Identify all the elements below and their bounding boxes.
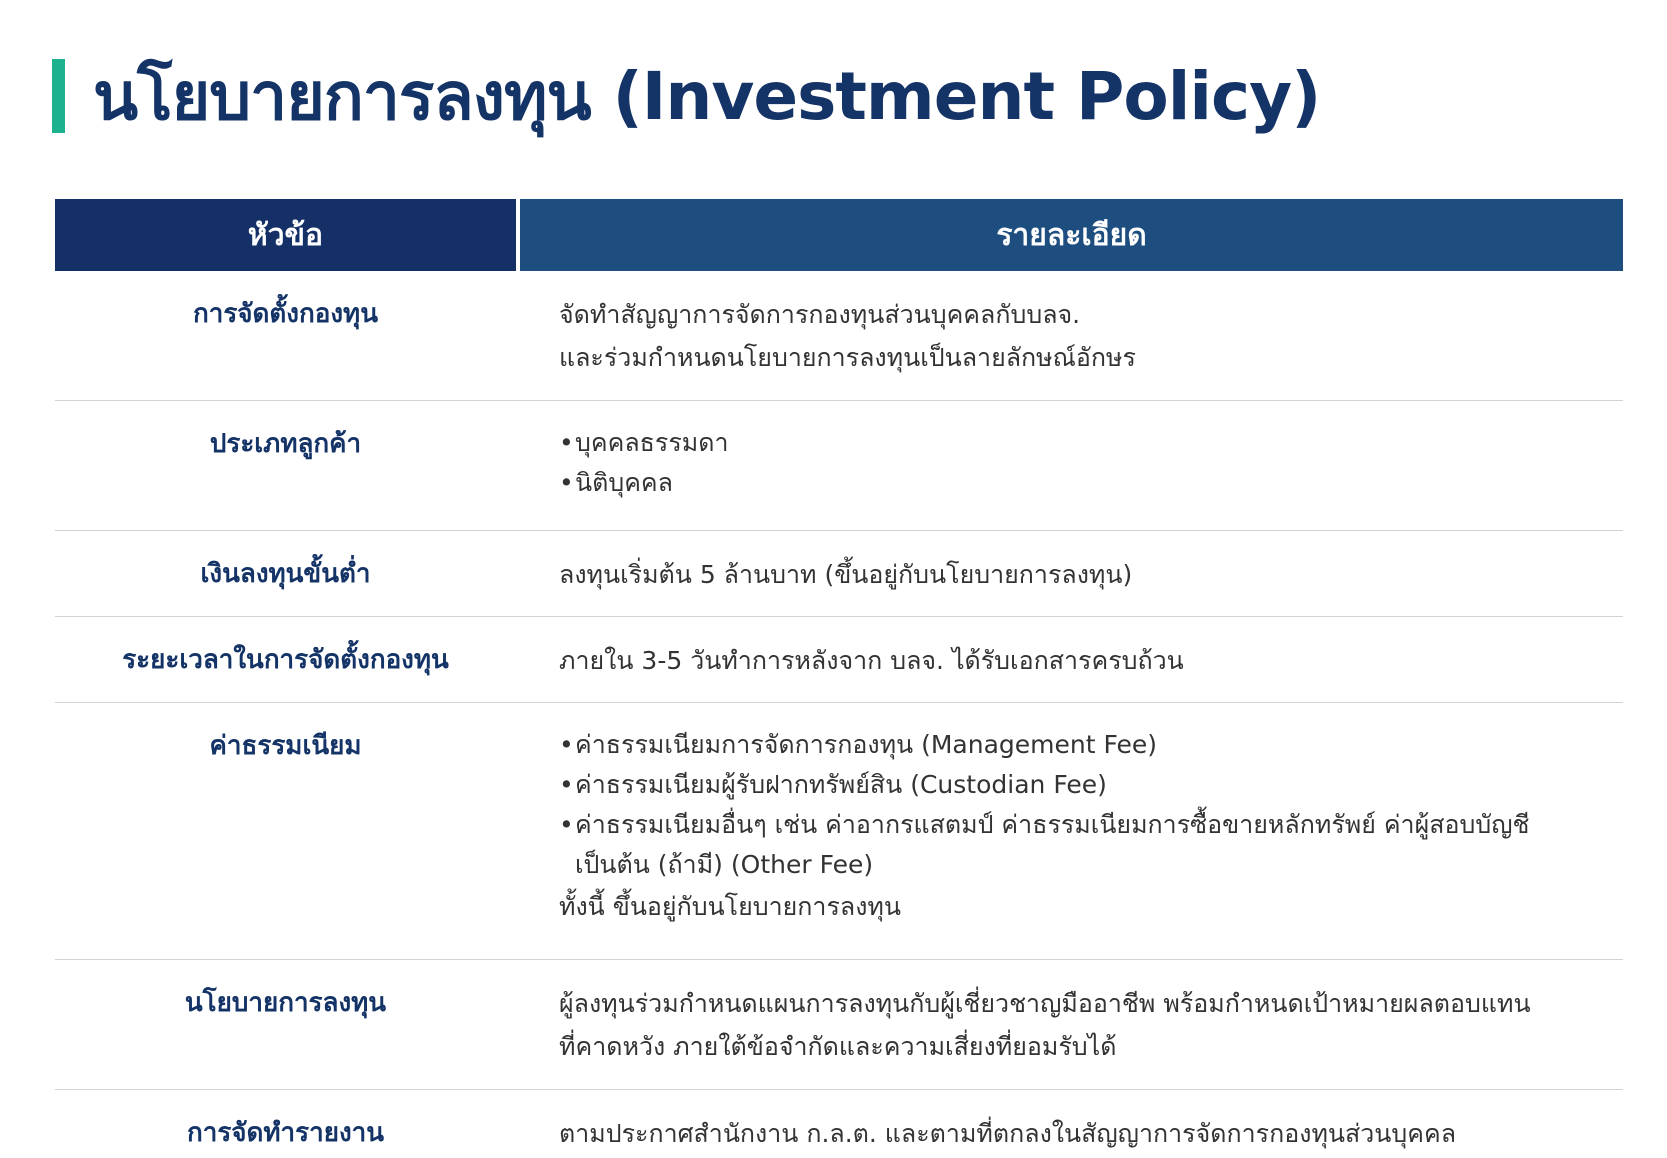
- bullet-dot-icon: •: [559, 730, 574, 759]
- table-row: [55, 401, 1623, 531]
- row-topic: ระยะเวลาในการจัดตั้งกองทุน: [122, 645, 449, 675]
- bullet-dot-icon: •: [559, 428, 574, 457]
- row-detail: [516, 617, 1623, 702]
- detail-note: ทั้งนี้ ขึ้นอยู่กับนโยบายการลงทุน: [559, 892, 901, 921]
- row-topic: เงินลงทุนขั้นต่ำ: [200, 559, 371, 589]
- row-detail: [516, 960, 1623, 1089]
- detail-line: จัดทำสัญญาการจัดการกองทุนส่วนบุคคลกับบลจ.: [559, 300, 1081, 329]
- bullet-dot-icon: •: [559, 468, 574, 497]
- bullet-item: • บุคคลธรรมดา: [559, 423, 1607, 463]
- table-row: [55, 271, 1623, 401]
- header-topic: หัวข้อ: [55, 199, 516, 271]
- table-row: [55, 531, 1623, 617]
- row-topic: การจัดทำรายงาน: [186, 1118, 385, 1148]
- table-row: [55, 960, 1623, 1090]
- detail-line: ลงทุนเริ่มต้น 5 ล้านบาท (ขึ้นอยู่กับนโยบายการลงทุน): [559, 560, 1133, 589]
- row-detail: [516, 531, 1623, 616]
- row-topic: การจัดตั้งกองทุน: [193, 299, 378, 329]
- table-row: [55, 703, 1623, 960]
- bullet-item: • ค่าธรรมเนียมผู้รับฝากทรัพย์สิน (Custodian Fee): [559, 765, 1607, 805]
- header-detail: รายละเอียด: [520, 199, 1623, 271]
- title-accent-bar: [52, 59, 65, 133]
- title-row: [52, 56, 1320, 136]
- page-title: นโยบายการลงทุน (Investment Policy): [93, 57, 1321, 135]
- bullet-dot-icon: •: [559, 770, 574, 799]
- detail-line: ที่คาดหวัง ภายใต้ข้อจำกัดและความเสี่ยงที่ยอมรับได้: [559, 1032, 1117, 1061]
- table-row: [55, 1090, 1623, 1158]
- bullet-item: • นิติบุคคล: [559, 463, 1607, 503]
- bullet-item: • ค่าธรรมเนียมอื่นๆ เช่น ค่าอากรแสตมป์ ค่าธรรมเนียมการซื้อขายหลักทรัพย์ ค่าผู้สอบบัญชี เป็นต้น (ถ้ามี) (Other Fee): [559, 805, 1607, 885]
- row-detail: [516, 401, 1623, 530]
- bullet-dot-icon: •: [559, 810, 574, 839]
- table-header: [55, 199, 1623, 271]
- detail-line: ตามประกาศสำนักงาน ก.ล.ต. และตามที่ตกลงในสัญญาการจัดการกองทุนส่วนบุคคล: [559, 1119, 1457, 1148]
- row-detail: [516, 703, 1623, 959]
- row-topic: ประเภทลูกค้า: [209, 429, 362, 459]
- detail-line: ผู้ลงทุนร่วมกำหนดแผนการลงทุนกับผู้เชี่ยวชาญมืออาชีพ พร้อมกำหนดเป้าหมายผลตอบแทน: [559, 989, 1531, 1018]
- investment-policy-table: [55, 199, 1623, 1158]
- row-detail: [516, 271, 1623, 400]
- table-row: [55, 617, 1623, 703]
- row-topic: นโยบายการลงทุน: [184, 988, 387, 1018]
- row-detail: [516, 1090, 1623, 1158]
- detail-line: ภายใน 3-5 วันทำการหลังจาก บลจ. ได้รับเอกสารครบถ้วน: [559, 646, 1184, 675]
- bullet-item: • ค่าธรรมเนียมการจัดการกองทุน (Management Fee): [559, 725, 1607, 765]
- row-topic: ค่าธรรมเนียม: [209, 731, 362, 761]
- detail-line: และร่วมกำหนดนโยบายการลงทุนเป็นลายลักษณ์อักษร: [559, 343, 1136, 372]
